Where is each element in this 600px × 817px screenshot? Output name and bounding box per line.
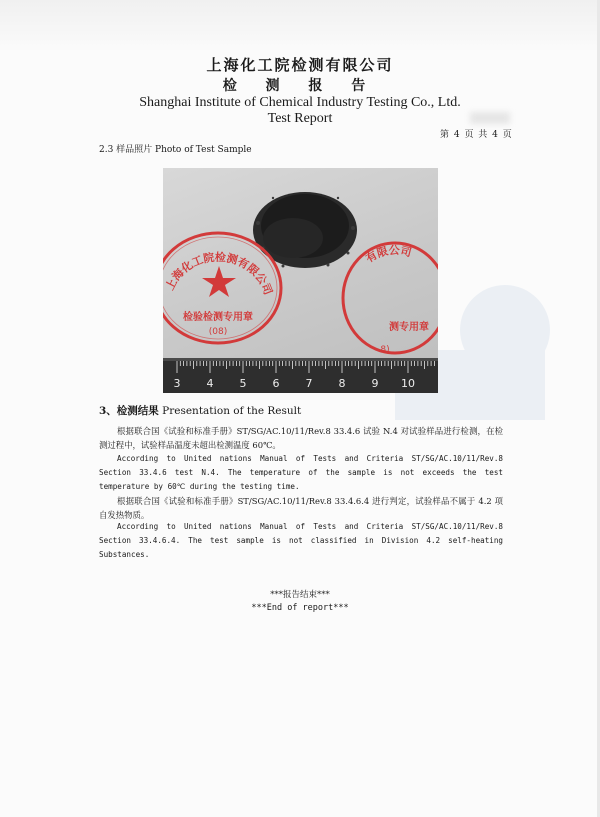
ruler-number: 4 [206, 377, 214, 390]
stamp-left-ring-text: 上海化工院检测有限公司 [163, 250, 275, 297]
ruler-number: 3 [173, 377, 181, 390]
page-number: 第 4 页 共 4 页 [440, 130, 513, 140]
stamp-right-code: 8) [380, 345, 390, 355]
scan-shadow [0, 0, 600, 52]
result-paragraph-cn-2: 根据联合国《试验和标准手册》ST/SG/AC.10/11/Rev.8 33.4.6.4 进行判定，试验样品不属于 4.2 项自发热物质。 [99, 496, 503, 520]
result-paragraph-cn-1: 根据联合国《试验和标准手册》ST/SG/AC.10/11/Rev.8 33.4.6 试验 N.4 对试验样品进行检测，在检测过程中，试验样品温度未超出检测温度 60℃。 [99, 426, 503, 450]
stamp-right-ring-text: 有限公司 [363, 243, 413, 266]
ruler-number: 10 [401, 377, 415, 390]
ruler-number: 5 [239, 377, 247, 390]
stamp-right [343, 243, 438, 355]
ruler [163, 358, 438, 393]
section-2-3-heading: 2.3 样品照片 Photo of Test Sample [99, 145, 252, 155]
stamp-right-center-text: 测专用章 [389, 322, 429, 333]
stamp-left [163, 233, 281, 343]
end-of-report-en: ***End of report*** [251, 603, 349, 613]
section-3-title: Presentation of the Result [162, 405, 302, 417]
ruler-number: 8 [338, 377, 346, 390]
end-of-report-cn: ***报告结束*** [270, 590, 330, 600]
report-title-en: Test Report [267, 111, 333, 126]
report-title-cn: 检 测 报 告 [222, 78, 378, 94]
company-name-cn: 上海化工院检测有限公司 [206, 56, 394, 74]
sample-photo [163, 168, 438, 393]
result-paragraph-en-1: According to United nations Manual of Tests and Criteria ST/SG/AC.10/11/Rev.8 Section 33.4.6 test N.4. The temperature of the sample is not exceeds the test temperature by 60℃ during the testing time. [99, 454, 503, 491]
ruler-number: 7 [305, 377, 313, 390]
ruler-number: 9 [371, 377, 379, 390]
ruler-number: 6 [272, 377, 280, 390]
stamp-left-code: (08) [208, 327, 228, 337]
section-3-number: 3、检测结果 [99, 405, 159, 417]
section-3-heading [99, 403, 301, 418]
company-name-en: Shanghai Institute of Chemical Industry Testing Co., Ltd. [139, 95, 461, 110]
stamp-left-center-text: 检验检测专用章 [183, 312, 253, 323]
redacted-mark [470, 112, 510, 124]
result-paragraph-en-2: According to United nations Manual of Tests and Criteria ST/SG/AC.10/11/Rev.8 Section 33.4.6.4. The test sample is not classified in Division 4.2 self-heating Substances. [99, 522, 503, 559]
